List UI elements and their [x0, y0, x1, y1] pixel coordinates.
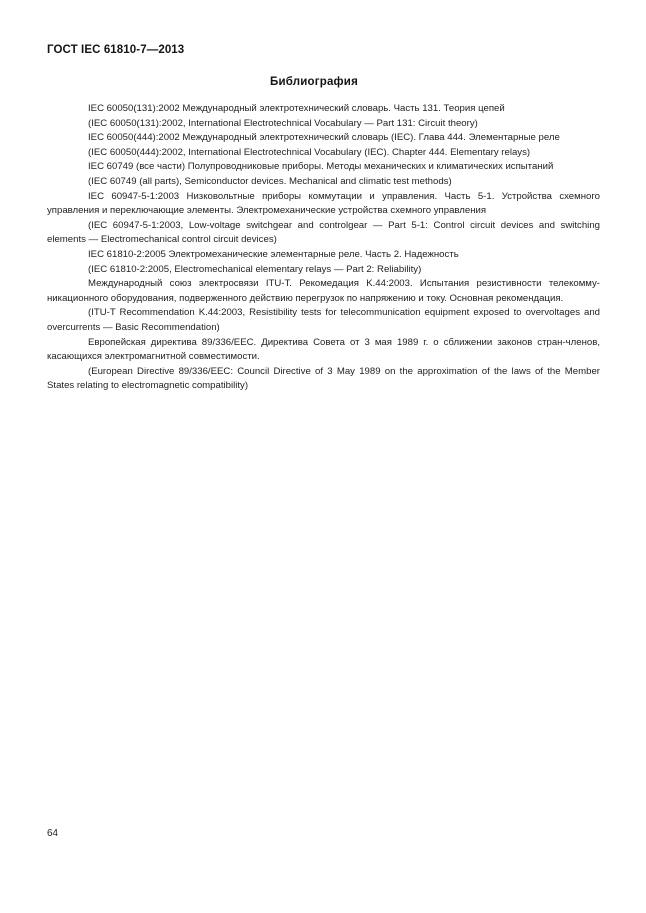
bibliography-entry-ru: IEC 60050(131):2002 Международный электротехнический словарь. Часть 131. Теория цепей	[88, 103, 505, 114]
bibliography-entry-ru: Международный союз электросвязи ITU-T. Рекомедация K.44:2003. Испытания резистивности телекомму-никационного оборудования, подверженного действию перегрузок по напряжению и току. Основная рекомендация.	[47, 278, 600, 304]
bibliography-entry-en: (IEC 60749 (all parts), Semiconductor devices. Mechanical and climatic test methods)	[88, 175, 452, 187]
bibliography-entry-ru: Европейская директива 89/336/EEC. Директива Совета от 3 мая 1989 г. о сближении законов стран-членов, касающихся электромагнитной совместимости.	[47, 336, 600, 363]
bibliography-entry-en: (IEC 60050(131):2002, International Electrotechnical Vocabulary — Part 131: Circuit theory)	[88, 117, 478, 129]
bibliography-entry-en: (European Directive 89/336/EEC: Council Directive of 3 May 1989 on the approximation of the laws of the Member States relating to electromagnetic compatibility)	[47, 365, 600, 392]
running-head: ГОСТ IEC 61810-7—2013	[47, 44, 185, 56]
bibliography-entry-ru: IEC 61810-2:2005 Электромеханические элементарные реле. Часть 2. Надежность	[88, 248, 459, 260]
page-number: 64	[47, 828, 58, 839]
bibliography-entry-ru: IEC 60749 (все части) Полупроводниковые приборы. Методы механических и климатических испытаний	[88, 161, 554, 173]
bibliography-entry-ru: IEC 60947-5-1:2003 Низковольтные приборы коммутации и управления. Часть 5-1. Устройства схемного управления и переключающие элементы. Электромеханические устройства схемного управления	[47, 190, 600, 217]
bibliography-entry-ru: IEC 60050(444):2002 Международный электротехнический словарь (IEC). Глава 444. Элементарные реле	[88, 132, 560, 144]
page-title: Библиография	[269, 76, 358, 88]
bibliography-list	[47, 102, 600, 394]
bibliography-entry-en: (ITU-T Recommendation K.44:2003, Resistibility tests for telecommunication equipment exposed to overvoltages and overcurrents — Basic Recommendation)	[47, 307, 600, 333]
bibliography-entry-en: (IEC 61810-2:2005, Electromechanical elementary relays — Part 2: Reliability)	[88, 263, 422, 275]
bibliography-entry-en: (IEC 60947-5-1:2003, Low-voltage switchgear and controlgear — Part 5-1: Control circuit devices and switching elements — Electromechanical control circuit devices)	[47, 219, 600, 246]
bibliography-entry-en: (IEC 60050(444):2002, International Electrotechnical Vocabulary (IEC). Chapter 444. Elementary relays)	[88, 146, 531, 158]
